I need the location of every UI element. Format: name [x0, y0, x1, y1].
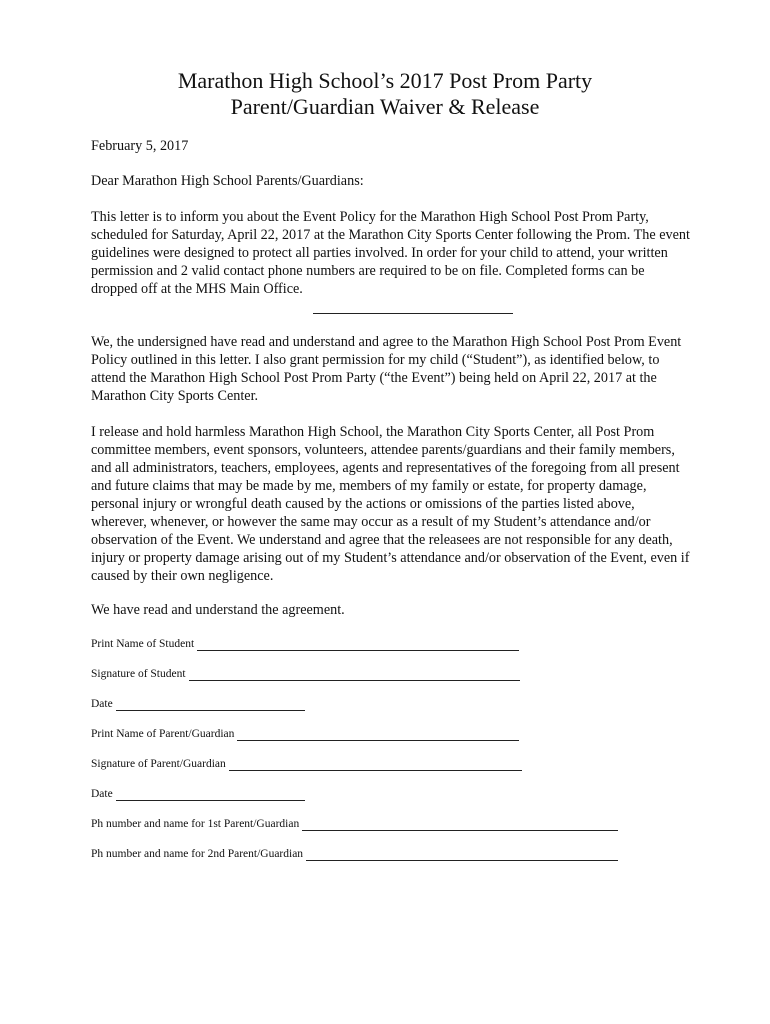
student-signature-line[interactable] [189, 669, 520, 681]
phone-1-line[interactable] [302, 819, 618, 831]
letter-date: February 5, 2017 [91, 138, 189, 154]
parent-date-field [91, 787, 305, 801]
parent-signature-line[interactable] [229, 759, 522, 771]
student-date-label: Date [91, 698, 113, 710]
acknowledgement-paragraph: We have read and understand the agreement. [91, 602, 345, 618]
greeting: Dear Marathon High School Parents/Guardians: [91, 173, 364, 189]
parent-signature-label: Signature of Parent/Guardian [91, 758, 226, 770]
agreement-paragraph: We, the undersigned have read and understand and agree to the Marathon High School Post Prom Event Policy outlined in this letter. I also grant permission for my child (“Student”), as identified below, to attend the Marathon High School Post Prom Party (“the Event”) being held on April 22, 2017 at the Marathon City Sports Center. [91, 334, 682, 404]
parent-date-label: Date [91, 788, 113, 800]
release-paragraph: I release and hold harmless Marathon High School, the Marathon City Sports Center, all Post Prom committee members, event sponsors, volunteers, attendee parents/guardians and their family members, and all administrators, teachers, employees, agents and representatives of the foregoing from all present and future claims that may be made by me, members of my family or estate, for property damage, personal injury or wrongful death caused by the actions or omissions of the parties listed above, wherever, whenever, or however the same may occur as a result of my Student’s attendance and/or observation of the Event. We understand and agree that the releasees are not responsible for any death, injury or property damage arising out of my Student’s attendance and/or observation of the Event, even if caused by their own negligence. [91, 424, 690, 584]
phone-1-field [91, 817, 618, 831]
parent-signature-field [91, 757, 522, 771]
student-date-line[interactable] [116, 699, 305, 711]
document-subtitle: Parent/Guardian Waiver & Release [230, 94, 540, 119]
section-divider [313, 313, 513, 314]
phone-2-label: Ph number and name for 2nd Parent/Guardian [91, 848, 304, 860]
phone-2-field [91, 847, 618, 861]
student-name-label: Print Name of Student [91, 638, 195, 650]
parent-name-field [91, 727, 519, 741]
phone-1-label: Ph number and name for 1st Parent/Guardian [91, 818, 300, 830]
parent-name-line[interactable] [237, 729, 519, 741]
intro-paragraph: This letter is to inform you about the Event Policy for the Marathon High School Post Prom Party, scheduled for Saturday, April 22, 2017 at the Marathon City Sports Center following the Prom. The event guidelines were designed to protect all parties involved. In order for your child to attend, your written permission and 2 valid contact phone numbers are required to be on file. Completed forms can be dropped off at the MHS Main Office. [91, 209, 690, 297]
parent-date-line[interactable] [116, 789, 305, 801]
student-name-field [91, 637, 519, 651]
student-name-line[interactable] [197, 639, 519, 651]
phone-2-line[interactable] [306, 849, 618, 861]
student-signature-label: Signature of Student [91, 668, 186, 680]
student-date-field [91, 697, 305, 711]
student-signature-field [91, 667, 520, 681]
parent-name-label: Print Name of Parent/Guardian [91, 728, 235, 740]
document-title: Marathon High School’s 2017 Post Prom Party [177, 68, 593, 93]
